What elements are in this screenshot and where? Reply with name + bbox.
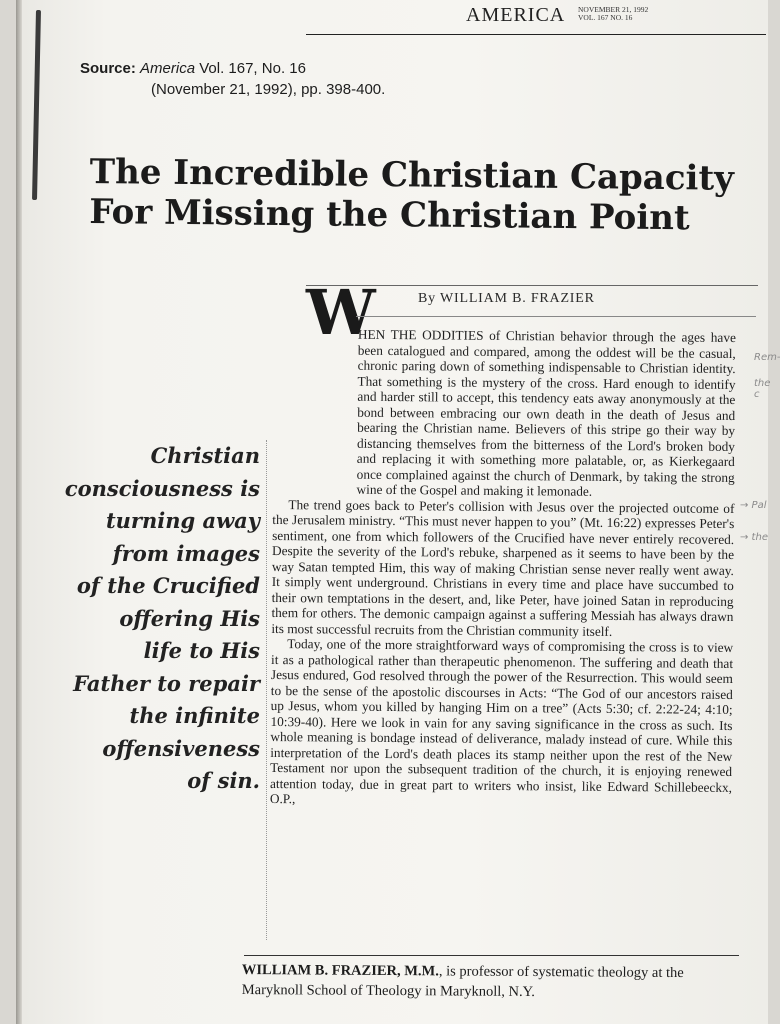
masthead-volume-line: VOL. 167 NO. 16: [578, 13, 633, 22]
pull-quote-line: the infinite: [129, 703, 260, 728]
source-citation: [80, 58, 460, 100]
footer-rule: [244, 955, 739, 956]
pull-quote-line: from images: [112, 540, 260, 566]
pull-quote-line: of the Crucified: [76, 573, 260, 598]
source-volume: Vol. 167, No. 16: [195, 60, 306, 77]
column-divider: [266, 440, 267, 940]
byline-bottom-rule: [356, 316, 756, 317]
author-name: WILLIAM B. FRAZIER, M.M.: [241, 961, 439, 980]
pull-quote-line: Father to repair: [73, 670, 260, 696]
masthead: [306, 2, 766, 35]
article-title-line-2: For Missing the Christian Point: [89, 191, 690, 239]
author-note: [242, 960, 742, 1003]
masthead-title: AMERICA: [466, 4, 566, 26]
article-title: [89, 152, 770, 239]
pull-quote-line: offensiveness: [102, 735, 260, 761]
source-journal: America: [140, 60, 196, 77]
paragraph-3: Today, one of the more straightforward ways of compromising the cross is to view it as a pathological rather than therapeutic phenomenon. The suffering and death that Jesus endured, God resolved through the power of the Resurrection. This would seem to be the sense of the apostolic discourses in Acts: “The God of our ancestors raised up Jesus, whom you killed by hanging Him on a tree” (Acts 5:30; cf. 2:22-24; 4:10; 10:39-40). Here we look in vain for any saving significance in the cross as such. Its whole meaning is bondage instead of deliverance, malady instead of cure. While this interpretation of the Lord's death places its stamp neither upon the rest of the New Testament nor upon the subsequent tradition of the church, it is enjoying renewed attention today, due in great part to writers who insist, like Edward Schillebeeckx, O.P.,: [269, 636, 734, 807]
margin-note: Rem-: [754, 352, 780, 363]
pull-quote-line: Christian: [150, 443, 260, 468]
scanned-page: [16, 0, 780, 1024]
pull-quote: [32, 440, 260, 798]
page-binding-edge: [16, 0, 22, 1024]
binding-mark: [32, 10, 41, 200]
source-date-pages: (November 21, 1992), pp. 398-400.: [151, 81, 386, 98]
pull-quote-line: of sin.: [187, 768, 260, 793]
masthead-date-line: NOVEMBER 21, 1992: [578, 5, 649, 14]
pull-quote-line: turning away: [105, 508, 260, 533]
masthead-date: [578, 6, 648, 22]
paragraph-1: HEN THE ODDITIES of Christian behavior through the ages have been catalogued and compared, among the oddest will be the casual, chronic paring down of something indispensable to Christian identity. That something is the mystery of the cross. Hard enough to identify and harder still to accept, this tendency eats away anonymously at the bond between embracing our own death in the death of Jesus and bearing the Christian name. Believers of this stripe go their way by distancing themselves from the bitterness of the Lord's broken body and replacing it with something more palatable, or, as Kierkegaard once complained against the church of Denmark, by taking the strong wine of the Gospel and making it lemonade.: [356, 326, 736, 499]
pull-quote-line: life to His: [143, 638, 260, 663]
article-title-line-1: The Incredible Christian Capacity: [89, 152, 735, 199]
margin-note: → Pal: [740, 500, 767, 511]
pull-quote-line: offering His: [119, 605, 260, 631]
margin-note: → the: [740, 532, 768, 543]
drop-cap: W: [306, 276, 376, 349]
author-description: , is professor of systematic theology at the Maryknoll School of Theology in Maryknoll, N.Y.: [241, 963, 684, 1001]
margin-note: the c: [754, 378, 771, 400]
article-body: [270, 326, 736, 811]
source-label: Source:: [80, 60, 136, 77]
paragraph-2: The trend goes back to Peter's collision with Jesus over the projected outcome of the Jerusalem ministry. “This must never happen to you” (Mt. 16:22) expresses Peter's sentiment, one from which followers of the Crucified have never entirely recovered. Despite the severity of the Lord's rebuke, sharpened as it seems to have been by the way Satan tempted Him, this way of making Christian sense never really went away. It simply went underground. Christians in every time and place have succumbed to their own temptations in the desert, and, like Peter, have joined Satan in reproducing them for others. The demonic campaign against a suffering Messiah has always drawn its most successful recruits from the Christian community itself.: [271, 496, 735, 639]
pull-quote-line: consciousness is: [64, 475, 260, 501]
byline: By WILLIAM B. FRAZIER: [418, 291, 595, 306]
